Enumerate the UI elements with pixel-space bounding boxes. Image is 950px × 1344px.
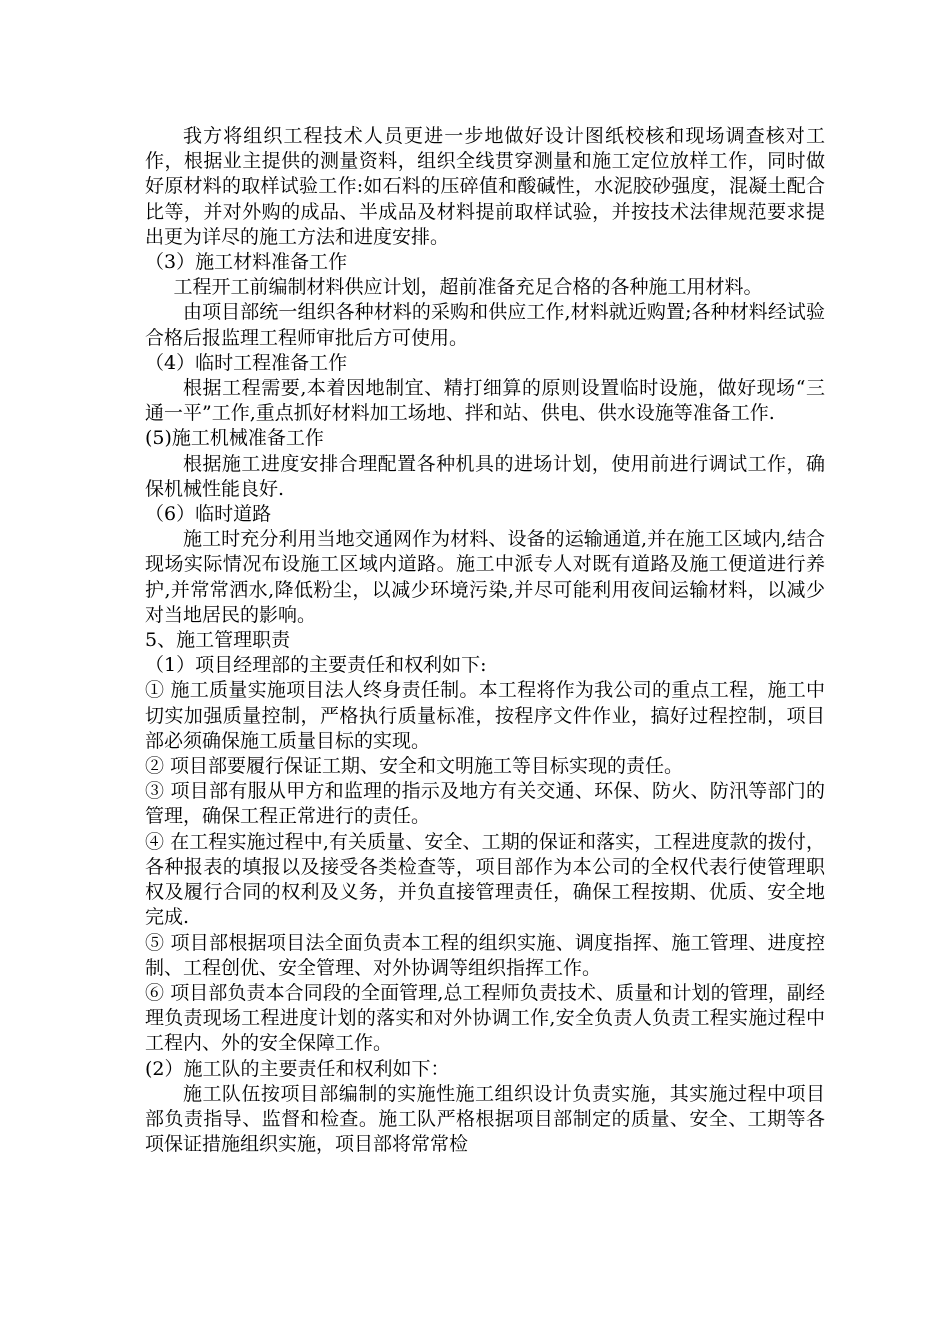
list-item-duty-3: ③ 项目部有服从甲方和监理的指示及地方有关交通、环保、防火、防汛等部门的管理，确保工程正常进行的责任。 <box>145 780 825 828</box>
heading-management-duties: 5、施工管理职责 <box>145 629 291 652</box>
paragraph-material-plan: 工程开工前编制材料供应计划，超前准备充足合格的各种施工用材料。 <box>173 276 763 299</box>
heading-machinery-prep: (5)施工机械准备工作 <box>145 427 324 450</box>
list-item-duty-1: ① 施工质量实施项目法人终身责任制。本工程将作为我公司的重点工程，施工中切实加强质量控制，严格执行质量标准，按程序文件作业，搞好过程控制，项目部必须确保施工质量目标的实现。 <box>145 679 825 752</box>
list-item-duty-4: ④ 在工程实施过程中,有关质量、安全、工期的保证和落实，工程进度款的拨付，各种报表的填报以及接受各类检查等，项目部作为本公司的全权代表行使管理职权及履行合同的权利及义务，并负直接管理责任，确保工程按期、优质、安全地完成. <box>145 830 825 929</box>
document-page <box>145 124 825 1157</box>
heading-team-duties: (2）施工队的主要责任和权利如下： <box>145 1057 450 1080</box>
list-item-duty-2: ② 项目部要履行保证工期、安全和文明施工等目标实现的责任。 <box>145 755 684 778</box>
paragraph-material-purchase: 由项目部统一组织各种材料的采购和供应工作,材料就近购置;各种材料经试验合格后报监理工程师审批后方可使用。 <box>145 301 825 349</box>
list-item-duty-5: ⑤ 项目部根据项目法全面负责本工程的组织实施、调度指挥、施工管理、进度控制、工程创优、安全管理、对外协调等组织指挥工作。 <box>145 931 825 979</box>
paragraph-road-usage: 施工时充分利用当地交通网作为材料、设备的运输通道,并在施工区域内,结合现场实际情况布设施工区域内道路。施工中派专人对既有道路及施工便道进行养护,并常常洒水,降低粉尘，以减少环境污染,并尽可能利用夜间运输材料，以减少对当地居民的影响。 <box>145 528 825 626</box>
paragraph-temporary-facilities: 根据工程需要,本着因地制宜、精打细算的原则设置临时设施，做好现场“三通一平”工作,重点抓好材料加工场地、拌和站、供电、供水设施等准备工作. <box>145 377 825 425</box>
paragraph-survey-work: 我方将组织工程技术人员更进一步地做好设计图纸校核和现场调查核对工作，根据业主提供的测量资料，组织全线贯穿测量和施工定位放样工作，同时做好原材料的取样试验工作:如石料的压碎值和酸碱性，水泥胶砂强度，混凝土配合比等，并对外购的成品、半成品及材料提前取样试验，并按技术法律规范要求提出更为详尽的施工方法和进度安排。 <box>145 125 825 248</box>
list-item-duty-6: ⑥ 项目部负责本合同段的全面管理,总工程师负责技术、质量和计划的管理，副经理负责现场工程进度计划的落实和对外协调工作,安全负责人负责工程实施过程中工程内、外的安全保障工作。 <box>145 981 825 1055</box>
heading-temporary-roads: （6）临时道路 <box>145 503 272 526</box>
heading-project-dept-duties: （1）项目经理部的主要责任和权利如下: <box>145 654 487 677</box>
paragraph-machinery-plan: 根据施工进度安排合理配置各种机具的进场计划，使用前进行调试工作，确保机械性能良好. <box>145 452 825 500</box>
heading-temporary-works: （4）临时工程准备工作 <box>145 351 348 374</box>
paragraph-team-implementation: 施工队伍按项目部编制的实施性施工组织设计负责实施，其实施过程中项目部负责指导、监督和检查。施工队严格根据项目部制定的质量、安全、工期等各项保证措施组织实施，项目部将常常检 <box>145 1082 825 1156</box>
heading-material-prep: （3）施工材料准备工作 <box>145 251 348 274</box>
